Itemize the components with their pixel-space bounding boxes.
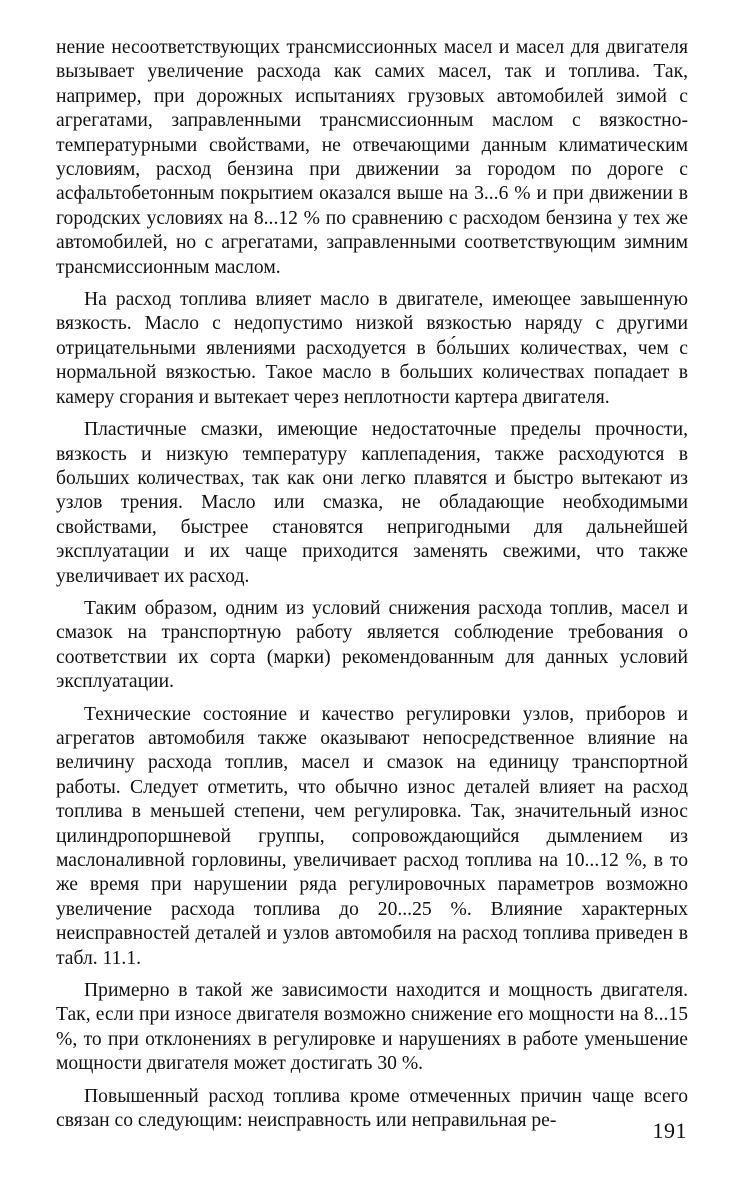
paragraph-1: нение несоответствующих трансмиссионных масел и масел для двигателя вызывает увеличение расхода как самих масел, так и топлива. Так, например, при дорожных испытаниях грузовых автомобилей зимой с агрегатами, заправленными трансмиссионным маслом с вязкостно-температурными свойствами, не отвечающими данным климатическим условиям, расход бензина при движении за городом по дороге с асфальтобетонным покрытием оказался выше на 3...6 % и при движении в городских условиях на 8...12 % по сравнению с расходом бензина у тех же автомобилей, но с агрегатами, заправленными соответствующим зимним трансмиссионным маслом.: [56, 37, 688, 278]
paragraph-4: Таким образом, одним из условий снижения расхода топлив, масел и смазок на транспортную работу является соблюдение требования о соответствии их сорта (марки) рекомендованным для данных условий эксплуатации.: [56, 597, 688, 693]
paragraph-6: Примерно в такой же зависимости находится и мощность двигателя. Так, если при износе двигателя возможно снижение его мощности на 8...15 %, то при отклонениях в регулировке и нарушениях в работе уменьшение мощности двигателя может достигать 30 %.: [56, 980, 688, 1075]
paragraph-5: Технические состояние и качество регулировки узлов, приборов и агрегатов автомобиля также оказывают непосредственное влияние на величину расхода топлив, масел и смазок на единицу транспортной работы. Следует отметить, что обычно износ деталей влияет на расход топлива в меньшей степени, чем регулировка. Так, значительный износ цилиндропоршневой группы, сопровождающийся дымлением из маслоналивной горловины, увеличивает расход топлива на 10...12 %, в то же время при нарушении ряда регулировочных параметров возможно увеличение расхода топлива до 20...25 %. Влияние характерных неисправностей деталей и узлов автомобиля на расход топлива приведен в табл. 11.1.: [56, 703, 688, 969]
page-body: [56, 36, 688, 1141]
paragraph-7: Повышенный расход топлива кроме отмеченных причин чаще всего связан со следующим: неисправность или неправильная ре-: [56, 1085, 688, 1132]
page-number: 191: [652, 1118, 687, 1143]
paragraph-3: Пластичные смазки, имеющие недостаточные пределы прочности, вязкость и низкую температуру каплепадения, также расходуются в больших количествах, так как они легко плавятся и быстро вытекают из узлов трения. Масло или смазка, не обладающие необходимыми свойствами, быстрее становятся непригодными для дальнейшей эксплуатации и их чаще приходится заменять свежими, что также увеличивает их расход.: [56, 419, 688, 587]
paragraph-2: На расход топлива влияет масло в двигателе, имеющее завышенную вязкость. Масло с недопустимо низкой вязкостью наряду с другими отрицательными явлениями расходуется в бо́льших количествах, чем с нормальной вязкостью. Такое масло в больших количествах попадает в камеру сгорания и вытекает через неплотности картера двигателя.: [56, 289, 688, 408]
